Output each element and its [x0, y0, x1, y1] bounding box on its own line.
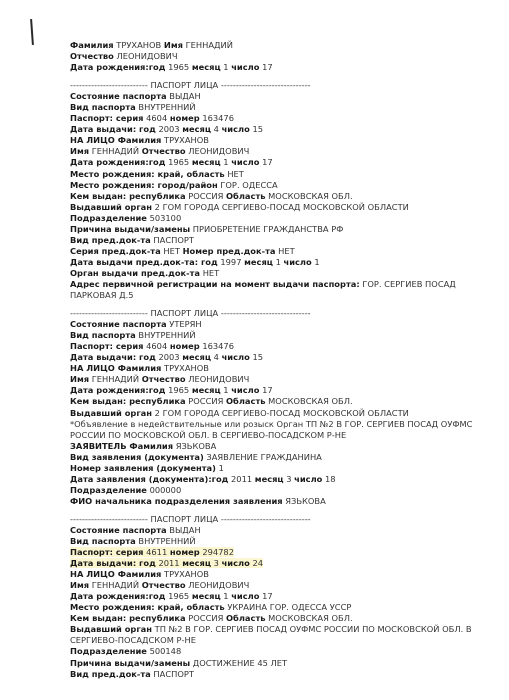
name-value: ГЕННАДИЙ — [185, 40, 233, 50]
patronymic-label: Отчество — [70, 51, 114, 62]
passport-section — [70, 308, 500, 507]
field-label: Кем выдан: республика — [70, 613, 186, 624]
field-label: Дата выдачи: год — [70, 352, 156, 363]
authority-line — [70, 408, 500, 419]
field-label: Область — [226, 613, 266, 624]
type-line — [70, 536, 500, 547]
field-label: НА ЛИЦО Фамилия — [70, 135, 162, 146]
field-label: Дата выдачи: год — [70, 124, 156, 135]
field-label: число — [231, 385, 260, 396]
field-value: 4 — [213, 352, 219, 363]
on-face-line — [70, 569, 500, 580]
birth-region-line — [70, 602, 500, 613]
issued-by-line — [70, 191, 500, 202]
field-label: Вид пред.док-та — [70, 234, 151, 245]
field-value: 1965 — [168, 157, 190, 168]
field-value: ВНУТРЕННИЙ — [138, 102, 196, 113]
field-value: МОСКОВСКАЯ ОБЛ. — [268, 396, 353, 407]
surname-line — [70, 40, 500, 51]
field-value: 4604 — [146, 113, 168, 124]
field-label: Отчество — [141, 374, 186, 385]
field-label: Имя — [70, 580, 90, 591]
issued-by-line — [70, 613, 500, 624]
reason-line — [70, 658, 500, 669]
dob-line — [70, 591, 500, 602]
field-label: Вид паспорта — [70, 536, 136, 547]
field-value: 2003 — [158, 352, 180, 363]
field-label: Место рождения: край, область — [70, 602, 225, 613]
field-value: 1 — [275, 256, 281, 267]
field-label: Паспорт: серия — [70, 341, 144, 352]
field-label: Состояние паспорта — [70, 524, 167, 535]
field-label: месяц — [191, 591, 221, 602]
field-value: ЛЕОНИДОВИЧ — [188, 580, 250, 591]
app-number-line — [70, 463, 500, 474]
field-label: Вид паспорта — [70, 102, 136, 113]
issue-date-line — [70, 558, 500, 569]
field-label: Место рождения: край, область — [70, 168, 225, 179]
app-date-line — [70, 474, 500, 485]
field-value: ВНУТРЕННИЙ — [138, 536, 196, 547]
prev-date-line — [70, 257, 500, 268]
field-label: Область — [226, 190, 266, 201]
field-label: Состояние паспорта — [70, 91, 167, 102]
section-separator: -------------------------- ПАСПОРТ ЛИЦА ------------------------------ — [70, 80, 311, 91]
field-value: 4611 — [146, 547, 168, 558]
field-label: число — [231, 591, 260, 602]
field-value: ТРУХАНОВ — [164, 569, 209, 580]
field-value: ГОР. СЕРГИЕВ ПОСАД ПАРКОВАЯ Д.5 — [70, 278, 456, 301]
address-line — [70, 279, 500, 301]
dob-year: 1965 — [168, 62, 190, 73]
field-label: Подразделение — [70, 212, 147, 223]
field-label: число — [294, 473, 323, 484]
section-separator: -------------------------- ПАСПОРТ ЛИЦА ------------------------------ — [70, 513, 311, 524]
field-label: месяц — [191, 385, 221, 396]
field-value: РОССИЯ — [188, 396, 224, 407]
patronymic-value: ЛЕОНИДОВИЧ — [116, 51, 178, 62]
field-label: месяц — [244, 256, 273, 267]
field-value: 4 — [213, 124, 219, 135]
field-value: 500148 — [149, 646, 182, 657]
field-value: 1 — [314, 256, 320, 267]
on-face-line — [70, 135, 500, 146]
field-label: Дата заявления (документа):год — [70, 473, 229, 484]
field-label: Кем выдан: республика — [70, 190, 186, 201]
section-separator: -------------------------- ПАСПОРТ ЛИЦА ------------------------------ — [70, 308, 311, 319]
document-page — [70, 40, 500, 680]
field-label: Отчество — [141, 580, 186, 591]
status-line — [70, 91, 500, 102]
field-value: ЛЕОНИДОВИЧ — [188, 146, 250, 157]
series-line — [70, 113, 500, 124]
field-value: 2 ГОМ ГОРОДА СЕРГИЕВО-ПОСАД МОСКОВСКОЙ ОБЛАСТИ — [154, 407, 409, 418]
name-line — [70, 146, 500, 157]
field-label: номер — [169, 341, 200, 352]
passport-section — [70, 80, 500, 301]
field-value: 4604 — [146, 341, 168, 352]
prev-type-line — [70, 669, 500, 680]
field-label: Серия пред.док-та — [70, 245, 161, 256]
status-line — [70, 319, 500, 330]
surname-value: ТРУХАНОВ — [116, 40, 162, 50]
field-label: Паспорт: серия — [70, 113, 144, 124]
dob-day: 17 — [262, 62, 273, 73]
field-value: 294782 — [202, 547, 234, 558]
field-value: 2003 — [158, 124, 180, 135]
field-value: 1 — [218, 462, 224, 473]
field-value: ЛЕОНИДОВИЧ — [188, 374, 250, 385]
field-label: Состояние паспорта — [70, 319, 167, 330]
field-label: месяц — [254, 473, 284, 484]
division-line — [70, 213, 500, 224]
birth-region-line — [70, 169, 500, 180]
surname-label: Фамилия — [70, 40, 114, 50]
field-label: месяц — [182, 352, 212, 363]
series-line — [70, 547, 500, 558]
month-label: месяц — [191, 62, 221, 73]
field-label: Дата выдачи пред.док-та: год — [70, 256, 218, 267]
field-value: ГЕННАДИЙ — [91, 146, 140, 157]
prev-series-line — [70, 246, 500, 257]
name-line — [70, 374, 500, 385]
field-label: число — [283, 256, 312, 267]
field-value: 1997 — [220, 256, 242, 267]
dob-line — [70, 157, 500, 168]
field-value: ПАСПОРТ — [153, 234, 194, 245]
field-value: НЕТ — [163, 245, 180, 256]
field-label: номер — [169, 113, 200, 124]
field-label: Дата рождения:год — [70, 591, 166, 602]
field-label: Вид заявления (документа) — [70, 451, 204, 462]
field-value: 503100 — [149, 212, 182, 223]
field-label: месяц — [182, 558, 212, 569]
field-value: ЗАЯВЛЕНИЕ ГРАЖДАНИНА — [206, 451, 322, 462]
field-label: Область — [226, 396, 266, 407]
field-value: 2011 — [231, 473, 253, 484]
field-label: Выдавший орган — [70, 624, 153, 635]
field-label: Имя — [70, 374, 90, 385]
field-value: 24 — [252, 558, 263, 569]
field-value: 18 — [325, 473, 336, 484]
field-label: Адрес первичной регистрации на момент выдачи паспорта: — [70, 278, 360, 289]
prev-org-line — [70, 268, 500, 279]
field-label: Отчество — [141, 146, 186, 157]
field-value: ПРИОБРЕТЕНИЕ ГРАЖДАНСТВА РФ — [192, 223, 344, 234]
field-value: 15 — [252, 124, 263, 135]
field-label: число — [221, 124, 250, 135]
field-label: НА ЛИЦО Фамилия — [70, 363, 162, 374]
series-line — [70, 341, 500, 352]
field-value: 17 — [262, 591, 273, 602]
field-value: 000000 — [149, 484, 182, 495]
field-label: Орган выдачи пред.док-та — [70, 267, 201, 278]
status-line — [70, 525, 500, 536]
field-label: Паспорт: серия — [70, 547, 144, 558]
field-value: ГЕННАДИЙ — [91, 580, 140, 591]
applicant-line — [70, 441, 500, 452]
field-value: 1965 — [168, 385, 190, 396]
field-value: ВЫДАН — [169, 524, 201, 535]
field-value: 15 — [252, 352, 263, 363]
field-value: ТРУХАНОВ — [164, 135, 209, 146]
field-value: УТЕРЯН — [169, 319, 202, 330]
field-value: МОСКОВСКАЯ ОБЛ. — [268, 613, 353, 624]
dob-line — [70, 62, 500, 73]
authority-line — [70, 202, 500, 213]
field-value: 3 — [213, 558, 219, 569]
field-value: РОССИЯ — [188, 613, 224, 624]
field-label: Выдавший орган — [70, 407, 153, 418]
field-label: ФИО начальника подразделения заявления — [70, 495, 283, 506]
field-label: месяц — [191, 157, 221, 168]
field-value: 163476 — [202, 113, 234, 124]
head-line — [70, 496, 500, 507]
field-value: 3 — [286, 473, 292, 484]
dob-line — [70, 385, 500, 396]
day-label: число — [231, 62, 260, 73]
field-label: Причина выдачи/замены — [70, 657, 191, 668]
field-label: число — [221, 352, 250, 363]
field-label: Дата выдачи: год — [70, 558, 156, 569]
field-label: НА ЛИЦО Фамилия — [70, 569, 162, 580]
field-label: ЗАЯВИТЕЛЬ Фамилия — [70, 440, 174, 451]
authority-line — [70, 624, 500, 646]
field-label: Вид пред.док-та — [70, 668, 151, 679]
field-label: число — [231, 157, 260, 168]
birth-city-line — [70, 180, 500, 191]
notice-text: *Объявление в недействительные или розыск Орган ТП №2 В ГОР. СЕРГИЕВ ПОСАД ОУФМС РОССИИ ПО МОСКОВСКОЙ ОБЛ. В СЕРГИЕВО-ПОСАДСКОМ Р-НЕ — [70, 418, 473, 440]
field-value: МОСКОВСКАЯ ОБЛ. — [268, 190, 353, 201]
type-line — [70, 330, 500, 341]
field-value: ГЕННАДИЙ — [91, 374, 140, 385]
name-label: Имя — [163, 40, 183, 50]
dob-label: Дата рождения:год — [70, 62, 166, 73]
field-value: 163476 — [202, 341, 234, 352]
field-value: ТП №2 В ГОР. СЕРГИЕВ ПОСАД ОУФМС РОССИИ ПО МОСКОВСКОЙ ОБЛ. В СЕРГИЕВО-ПОСАДСКОМ Р-НЕ — [70, 624, 472, 646]
field-value: НЕТ — [278, 245, 295, 256]
dob-month: 1 — [223, 62, 229, 73]
field-value: 17 — [262, 385, 273, 396]
field-label: Номер пред.док-та — [182, 245, 276, 256]
prev-type-line — [70, 235, 500, 246]
field-label: Номер заявления (документа) — [70, 462, 216, 473]
field-value: ПАСПОРТ — [153, 668, 194, 679]
field-value: 1965 — [168, 591, 190, 602]
field-value: ЯЗЬКОВА — [175, 440, 217, 451]
field-value: ТРУХАНОВ — [164, 363, 209, 374]
field-value: НЕТ — [202, 267, 220, 278]
field-value: 1 — [223, 157, 229, 168]
issue-date-line — [70, 124, 500, 135]
field-value: ЯЗЬКОВА — [285, 495, 326, 506]
field-label: Причина выдачи/замены — [70, 223, 191, 234]
field-value: РОССИЯ — [188, 190, 224, 201]
field-value: ВЫДАН — [169, 91, 201, 102]
field-value: ВНУТРЕННИЙ — [138, 330, 196, 341]
issued-by-line — [70, 396, 500, 407]
field-value: 2 ГОМ ГОРОДА СЕРГИЕВО-ПОСАД МОСКОВСКОЙ ОБЛАСТИ — [154, 201, 409, 212]
field-value: 1 — [223, 385, 229, 396]
on-face-line — [70, 363, 500, 374]
field-label: Кем выдан: республика — [70, 396, 186, 407]
pen-mark — [30, 19, 34, 45]
field-label: Вид паспорта — [70, 330, 136, 341]
field-value: 2011 — [158, 558, 180, 569]
type-line — [70, 102, 500, 113]
field-label: Подразделение — [70, 484, 147, 495]
field-label: месяц — [182, 124, 212, 135]
app-type-line — [70, 452, 500, 463]
field-value: 1 — [223, 591, 229, 602]
field-label: Дата рождения:год — [70, 385, 166, 396]
field-value: 17 — [262, 157, 273, 168]
patronymic-line — [70, 51, 500, 62]
division-line — [70, 485, 500, 496]
field-label: Дата рождения:год — [70, 157, 166, 168]
field-label: номер — [169, 547, 200, 558]
field-value: ГОР. ОДЕССА — [220, 179, 278, 190]
field-value: НЕТ — [227, 168, 244, 179]
name-line — [70, 580, 500, 591]
field-label: Подразделение — [70, 646, 147, 657]
field-value: УКРАИНА ГОР. ОДЕССА УССР — [227, 602, 352, 613]
field-label: Место рождения: город/район — [70, 179, 218, 190]
field-value: ДОСТИЖЕНИЕ 45 ЛЕТ — [192, 657, 288, 668]
passport-section — [70, 514, 500, 680]
division-line — [70, 646, 500, 657]
field-label: Имя — [70, 146, 90, 157]
issue-date-line — [70, 352, 500, 363]
field-label: Выдавший орган — [70, 201, 153, 212]
field-label: число — [221, 558, 250, 569]
reason-line — [70, 224, 500, 235]
